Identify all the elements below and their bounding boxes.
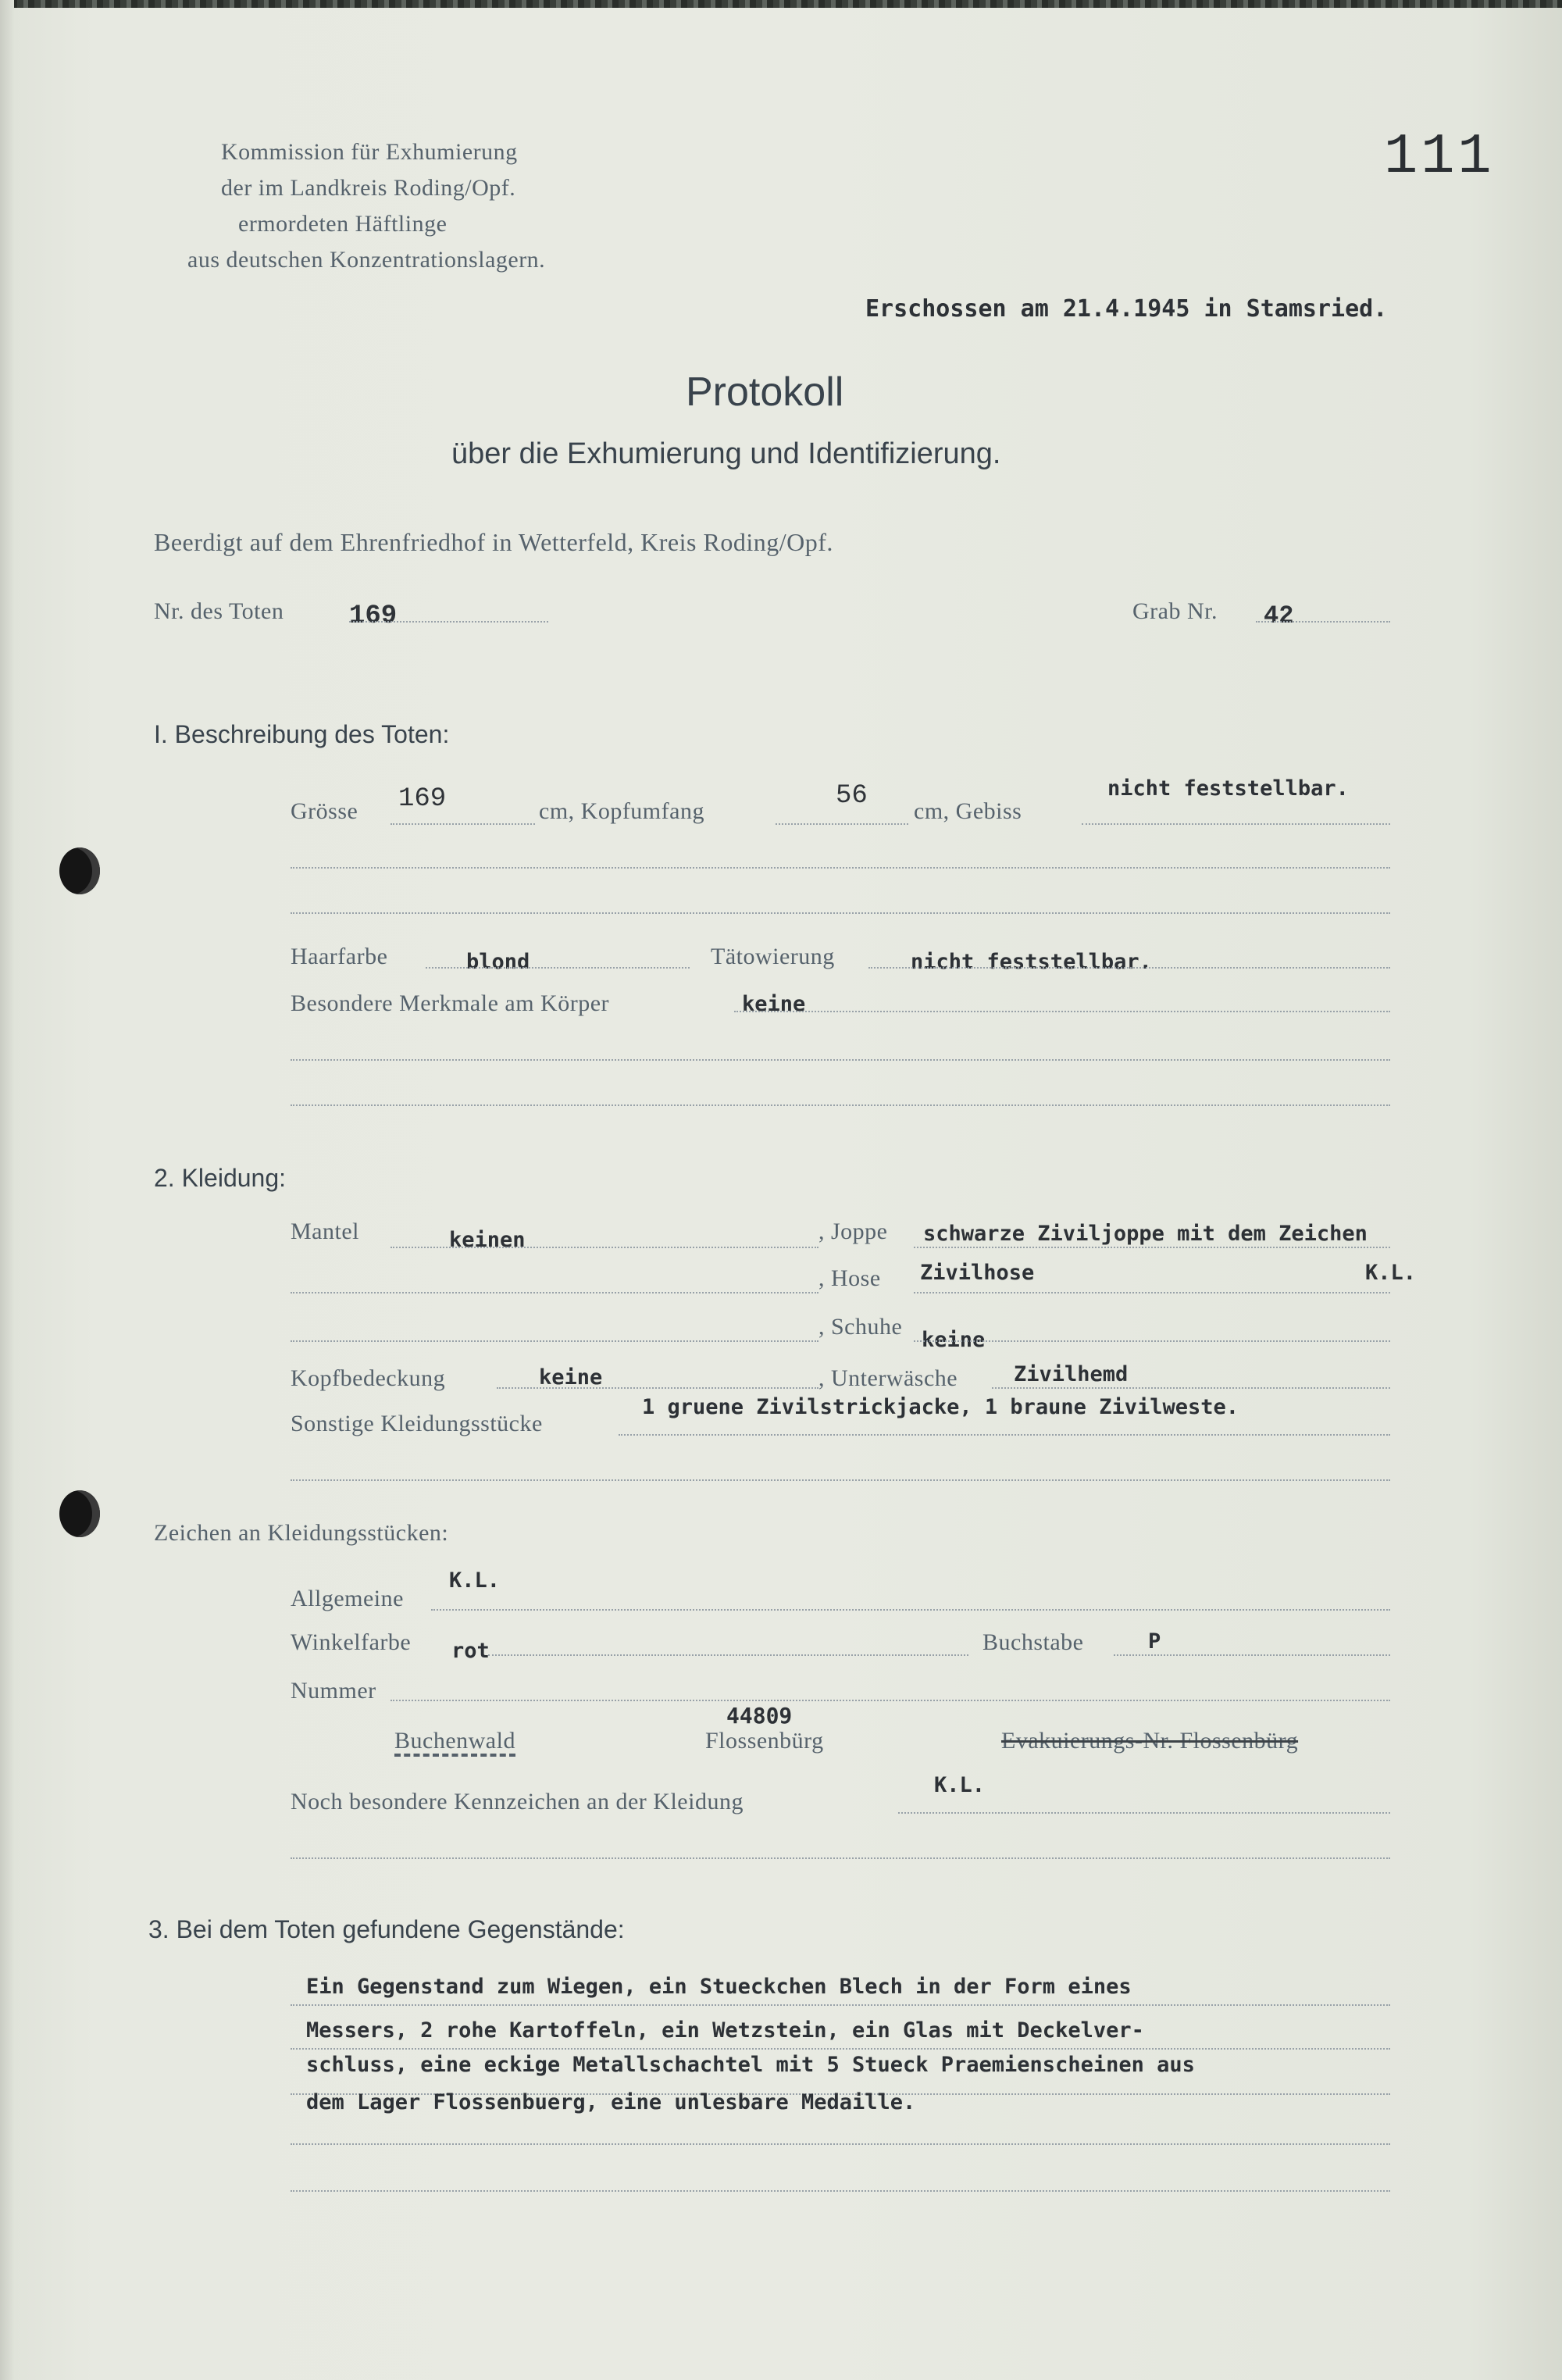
teeth-label: cm, Gebiss bbox=[914, 798, 1022, 824]
blank-line bbox=[291, 1479, 1390, 1481]
teeth-line bbox=[1082, 823, 1390, 825]
blank-line bbox=[291, 912, 1390, 914]
headwear-line bbox=[497, 1387, 818, 1389]
headwear-value: keine bbox=[539, 1365, 603, 1390]
items-dotted-line bbox=[291, 2143, 1390, 2145]
other-clothing-value: 1 gruene Zivilstrickjacke, 1 braune Zivilweste. bbox=[642, 1395, 1239, 1419]
dead-number-label: Nr. des Toten bbox=[154, 598, 284, 624]
hair-label: Haarfarbe bbox=[291, 944, 388, 969]
coat-value: keinen bbox=[449, 1228, 526, 1252]
page-subtitle: über die Exhumierung und Identifizierung. bbox=[451, 437, 1001, 470]
blank-line bbox=[291, 1340, 818, 1342]
underwear-label: , Unterwäsche bbox=[818, 1365, 958, 1391]
blank-line bbox=[291, 1104, 1390, 1106]
marks-value: keine bbox=[742, 992, 806, 1016]
items-dotted-line bbox=[291, 2004, 1390, 2006]
dead-number-line bbox=[349, 621, 548, 623]
section-3-heading: 3. Bei dem Toten gefundene Gegenstände: bbox=[148, 1915, 625, 1943]
flossenburg-number: 44809 bbox=[726, 1703, 793, 1729]
blank-line bbox=[291, 1292, 818, 1293]
marks-heading: Zeichen an Kleidungsstücken: bbox=[154, 1520, 449, 1546]
grave-value: 42 bbox=[1264, 601, 1294, 630]
teeth-value: nicht feststellbar. bbox=[1107, 776, 1349, 801]
hair-value: blond bbox=[466, 950, 530, 974]
grave-line bbox=[1256, 621, 1390, 623]
general-mark-line bbox=[431, 1609, 1390, 1611]
jacket-line bbox=[914, 1247, 1390, 1248]
tattoo-line bbox=[868, 967, 1390, 969]
items-line-2: Messers, 2 rohe Kartoffeln, ein Wetzstein, ein Glas mit Deckelver- bbox=[306, 2018, 1144, 2043]
burial-line: Beerdigt auf dem Ehrenfriedhof in Wetterfeld, Kreis Roding/Opf. bbox=[154, 528, 833, 556]
buchenwald-label bbox=[394, 1728, 515, 1754]
commission-line-1: Kommission für Exhumierung bbox=[221, 139, 518, 165]
scan-left-edge bbox=[0, 0, 14, 2380]
head-value: 56 bbox=[836, 781, 868, 811]
shoes-line bbox=[914, 1340, 1390, 1342]
scan-top-edge bbox=[0, 0, 1562, 8]
other-marks-value: K.L. bbox=[934, 1773, 986, 1797]
height-value: 169 bbox=[398, 784, 447, 814]
angle-color-value: rot bbox=[451, 1639, 490, 1663]
letter-line bbox=[1114, 1654, 1390, 1656]
angle-color-line bbox=[488, 1654, 968, 1656]
punch-hole-top bbox=[59, 847, 100, 894]
head-line bbox=[776, 823, 908, 825]
coat-line bbox=[390, 1247, 818, 1248]
items-line-1: Ein Gegenstand zum Wiegen, ein Stueckchen Blech in der Form eines bbox=[306, 1975, 1132, 1999]
blank-line bbox=[291, 1059, 1390, 1061]
page-title: Protokoll bbox=[686, 369, 844, 415]
marks-label: Besondere Merkmale am Körper bbox=[291, 990, 610, 1016]
page-number: 111 bbox=[1384, 125, 1495, 189]
other-marks-label: Noch besondere Kennzeichen an der Kleidung bbox=[291, 1789, 744, 1814]
head-label: cm, Kopfumfang bbox=[539, 798, 704, 824]
marks-line bbox=[734, 1011, 1390, 1012]
shot-note: Erschossen am 21.4.1945 in Stamsried. bbox=[865, 295, 1388, 323]
number-label: Nummer bbox=[291, 1678, 376, 1704]
buchenwald-text: Buchenwald bbox=[394, 1728, 515, 1757]
other-clothing-line bbox=[619, 1434, 1390, 1436]
shoes-label: , Schuhe bbox=[818, 1314, 903, 1340]
commission-line-4: aus deutschen Konzentrationslagern. bbox=[187, 247, 546, 273]
evacuation-label: Evakuierungs-Nr. Flossenbürg bbox=[1001, 1728, 1299, 1754]
blank-line bbox=[291, 867, 1390, 869]
coat-label: Mantel bbox=[291, 1219, 359, 1244]
underwear-value: Zivilhemd bbox=[1014, 1362, 1129, 1386]
jacket-value: schwarze Ziviljoppe mit dem Zeichen bbox=[923, 1222, 1368, 1246]
blank-line bbox=[291, 1857, 1390, 1859]
tattoo-label: Tätowierung bbox=[711, 944, 835, 969]
trousers-label: , Hose bbox=[818, 1265, 881, 1291]
grave-label: Grab Nr. bbox=[1132, 598, 1218, 624]
flossenburg-label: Flossenbürg bbox=[705, 1728, 824, 1754]
height-label: Grösse bbox=[291, 798, 358, 824]
hair-line bbox=[426, 967, 690, 969]
general-mark-label: Allgemeine bbox=[291, 1586, 404, 1611]
shoes-value: keine bbox=[922, 1328, 986, 1352]
section-1-heading: I. Beschreibung des Toten: bbox=[154, 720, 450, 748]
dead-number-value: 169 bbox=[349, 601, 398, 631]
commission-line-2: der im Landkreis Roding/Opf. bbox=[221, 175, 516, 201]
underwear-line bbox=[992, 1387, 1390, 1389]
trousers-line bbox=[914, 1292, 1390, 1293]
items-line-3: schluss, eine eckige Metallschachtel mit 5 Stueck Praemienscheinen aus bbox=[306, 2053, 1195, 2077]
items-dotted-line bbox=[291, 2048, 1390, 2050]
trousers-extra: K.L. bbox=[1365, 1261, 1417, 1285]
letter-value: P bbox=[1148, 1629, 1161, 1654]
trousers-value: Zivilhose bbox=[920, 1261, 1035, 1285]
commission-line-3: ermordeten Häftlinge bbox=[238, 211, 448, 237]
other-marks-line bbox=[898, 1812, 1390, 1814]
tattoo-value: nicht feststellbar. bbox=[911, 950, 1152, 974]
items-dotted-line bbox=[291, 2190, 1390, 2192]
angle-color-label: Winkelfarbe bbox=[291, 1629, 412, 1655]
items-line-4: dem Lager Flossenbuerg, eine unlesbare Medaille. bbox=[306, 2090, 916, 2114]
section-2-heading: 2. Kleidung: bbox=[154, 1164, 287, 1192]
number-line bbox=[390, 1700, 1390, 1701]
punch-hole-bottom bbox=[59, 1490, 100, 1537]
headwear-label: Kopfbedeckung bbox=[291, 1365, 446, 1391]
general-mark-value: K.L. bbox=[449, 1568, 501, 1593]
jacket-label: , Joppe bbox=[818, 1219, 888, 1244]
letter-label: Buchstabe bbox=[982, 1629, 1084, 1655]
other-clothing-label: Sonstige Kleidungsstücke bbox=[291, 1411, 543, 1436]
height-line bbox=[390, 823, 535, 825]
